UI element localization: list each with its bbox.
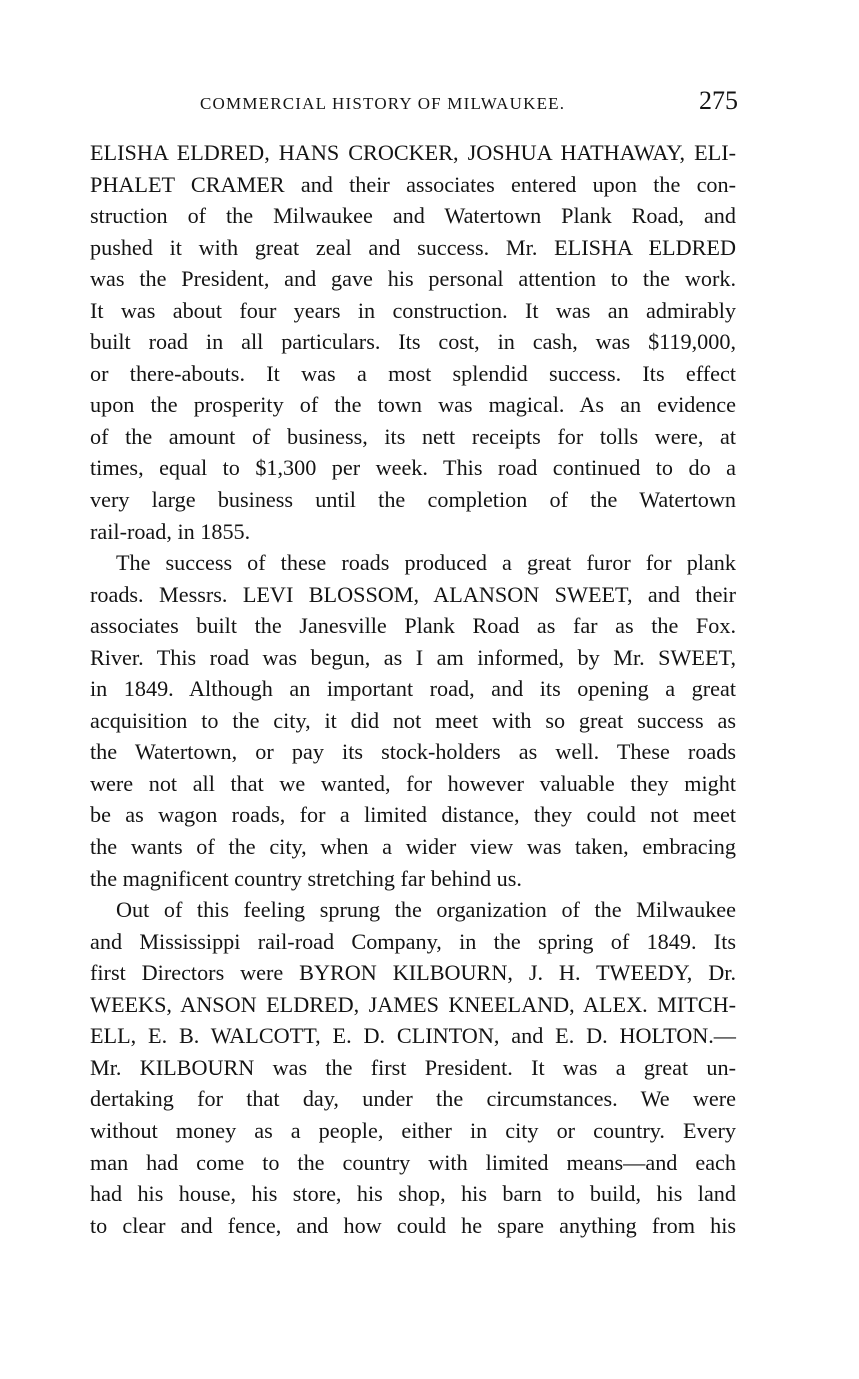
text-line: acquisition to the city, it did not meet with so great success as [90, 707, 736, 733]
text-line: in 1849. Although an important road, and its opening a great [90, 676, 736, 702]
text-line: the magnificent country stretching far behind us. [90, 865, 522, 891]
page-number: 275 [699, 86, 738, 115]
body-text [90, 137, 736, 1241]
text-line: be as wagon roads, for a limited distance, they could not meet [90, 802, 736, 828]
text-line: man had come to the country with limited means—and each [90, 1149, 736, 1175]
text-line: first Directors were BYRON KILBOURN, J. H. TWEEDY, Dr. [90, 960, 736, 986]
text-line: built road in all particulars. Its cost, in cash, was $119,000, [90, 329, 736, 355]
running-head [200, 86, 738, 126]
text-line: were not all that we wanted, for however valuable they might [90, 770, 736, 796]
text-line: was the President, and gave his personal attention to the work. [90, 266, 736, 292]
paragraph-3 [90, 894, 736, 1241]
text-line: times, equal to $1,300 per week. This road continued to do a [90, 455, 736, 481]
text-line: and Mississippi rail-road Company, in the spring of 1849. Its [90, 928, 736, 954]
text-line: associates built the Janesville Plank Road as far as the Fox. [90, 613, 736, 639]
text-line: rail-road, in 1855. [90, 518, 251, 544]
text-line: of the amount of business, its nett receipts for tolls were, at [90, 423, 736, 449]
text-line: the Watertown, or pay its stock-holders as well. These roads [90, 739, 736, 765]
paragraph-2 [90, 547, 736, 894]
running-title: COMMERCIAL HISTORY OF MILWAUKEE. [200, 94, 566, 113]
text-line: ELISHA ELDRED, HANS CROCKER, JOSHUA HATHAWAY, ELI- [90, 140, 736, 165]
text-line: the wants of the city, when a wider view was taken, embracing [90, 834, 736, 860]
text-line: pushed it with great zeal and success. Mr. ELISHA ELDRED [90, 234, 736, 260]
text-line: struction of the Milwaukee and Watertown Plank Road, and [90, 203, 736, 229]
text-line: River. This road was begun, as I am informed, by Mr. SWEET, [90, 644, 736, 670]
text-line: WEEKS, ANSON ELDRED, JAMES KNEELAND, ALEX. MITCH- [90, 991, 736, 1017]
text-line: The success of these roads produced a great furor for plank [116, 550, 736, 576]
text-line: very large business until the completion of the Watertown [90, 487, 736, 513]
text-line: ELL, E. B. WALCOTT, E. D. CLINTON, and E. D. HOLTON.— [90, 1023, 736, 1049]
text-line: to clear and fence, and how could he spare anything from his [90, 1212, 736, 1238]
text-line: PHALET CRAMER and their associates entered upon the con- [90, 171, 736, 197]
text-line: or there-abouts. It was a most splendid success. Its effect [90, 360, 736, 386]
text-line: Out of this feeling sprung the organization of the Milwaukee [116, 897, 736, 923]
text-line: without money as a people, either in city or country. Every [90, 1117, 736, 1143]
paragraph-1 [90, 137, 736, 547]
text-line: upon the prosperity of the town was magical. As an evidence [90, 392, 736, 418]
text-line: roads. Messrs. LEVI BLOSSOM, ALANSON SWEET, and their [90, 581, 736, 607]
text-line: Mr. KILBOURN was the first President. It was a great un- [90, 1054, 736, 1080]
text-line: dertaking for that day, under the circumstances. We were [90, 1086, 736, 1112]
text-line: It was about four years in construction. It was an admirably [90, 297, 736, 323]
text-line: had his house, his store, his shop, his barn to build, his land [90, 1181, 736, 1207]
